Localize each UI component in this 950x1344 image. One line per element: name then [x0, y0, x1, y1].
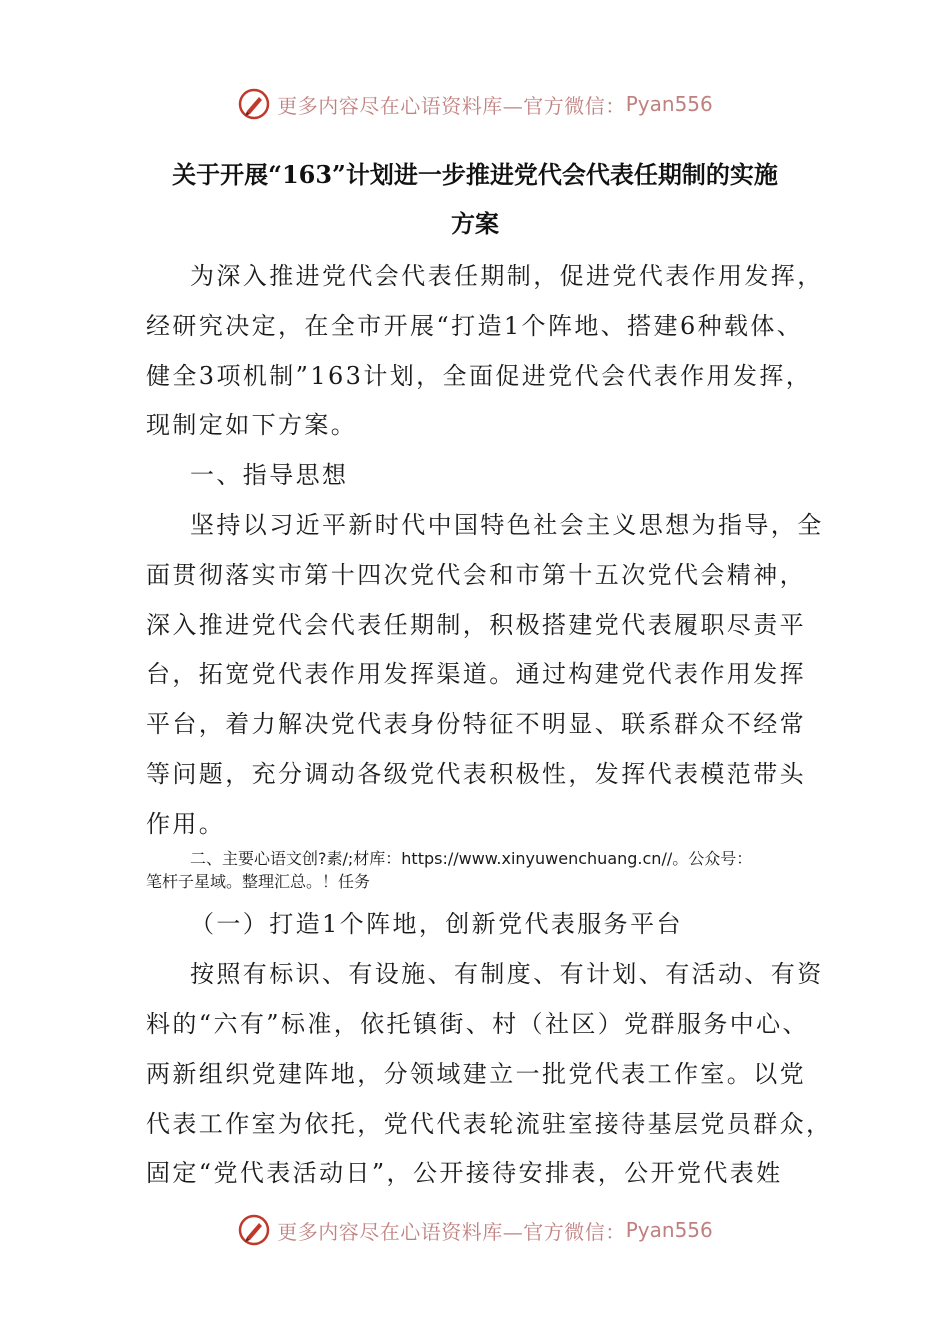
pen-logo-icon	[237, 87, 271, 121]
section-heading: 一、指导思想	[190, 461, 349, 489]
watermark-text: 更多内容尽在心语资料库—官方微信：	[277, 1219, 626, 1244]
paragraph-line: 现制定如下方案。	[146, 411, 358, 439]
paragraph-line: 深入推进党代会代表任期制，积极搭建党代表履职尽责平	[146, 611, 806, 639]
watermark-footer	[0, 1208, 950, 1252]
paragraph-line: 为深入推进党代会代表任期制，促进党代表作用发挥，	[190, 262, 824, 290]
watermark-account: Pyan556	[625, 92, 713, 116]
paragraph-line: 平台，着力解决党代表身份特征不明显、联系群众不经常	[146, 710, 806, 738]
inserted-note-line: 二、主要心语文创?素/;材库：https://www.xinyuwenchuang.cn//。公众号：	[190, 849, 753, 868]
paragraph-line: 固定“党代表活动日”，公开接待安排表，公开党代表姓	[146, 1159, 783, 1187]
document-title: 关于开展“163”计划进一步推进党代会代表任期制的实施	[172, 160, 778, 189]
inserted-note-line: 笔杆子星域。整理汇总。！任务	[146, 872, 371, 891]
subsection-heading: （一）打造1个阵地，创新党代表服务平台	[190, 910, 683, 938]
paragraph-line: 代表工作室为依托，党代代表轮流驻室接待基层党员群众，	[146, 1110, 833, 1138]
paragraph-line: 作用。	[146, 810, 226, 838]
paragraph-line: 经研究决定，在全市开展“打造1个阵地、搭建6种载体、	[146, 312, 804, 340]
paragraph-line: 健全3项机制”163计划，全面促进党代会代表作用发挥，	[146, 362, 813, 390]
paragraph-line: 料的“六有”标准，依托镇街、村（社区）党群服务中心、	[146, 1010, 809, 1038]
paragraph-line: 坚持以习近平新时代中国特色社会主义思想为指导，全	[190, 511, 824, 539]
document-title-cont: 方案	[451, 209, 499, 238]
pen-logo-icon	[237, 1213, 271, 1247]
paragraph-line: 两新组织党建阵地，分领域建立一批党代表工作室。以党	[146, 1060, 806, 1088]
watermark-header	[0, 82, 950, 126]
paragraph-line: 面贯彻落实市第十四次党代会和市第十五次党代会精神，	[146, 561, 806, 589]
watermark-text: 更多内容尽在心语资料库—官方微信：	[277, 93, 626, 118]
paragraph-line: 按照有标识、有设施、有制度、有计划、有活动、有资	[190, 960, 824, 988]
paragraph-line: 台，拓宽党代表作用发挥渠道。通过构建党代表作用发挥	[146, 660, 806, 688]
paragraph-line: 等问题，充分调动各级党代表积极性，发挥代表模范带头	[146, 760, 806, 788]
watermark-account: Pyan556	[625, 1218, 713, 1242]
